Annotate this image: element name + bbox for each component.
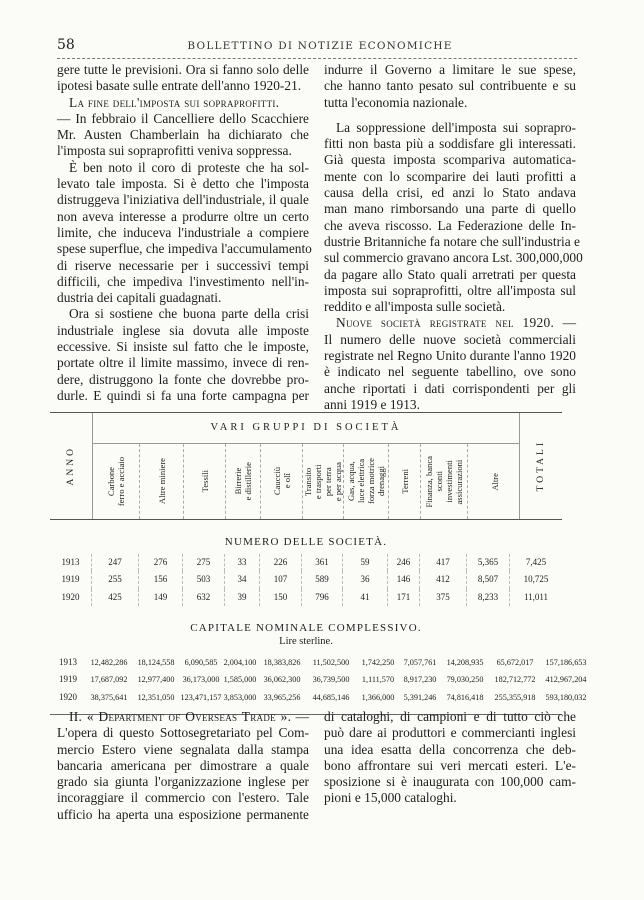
line-text: che hanno tanto pesato sul contribuente e su bbox=[324, 78, 576, 94]
group-column-header bbox=[389, 444, 421, 519]
text-line bbox=[324, 315, 576, 331]
value-cell: 247 bbox=[92, 554, 139, 571]
year-cell: 1920 bbox=[50, 589, 92, 606]
bottom-left-column bbox=[57, 709, 309, 823]
text-line bbox=[57, 274, 309, 290]
text-line bbox=[57, 95, 309, 111]
text-line bbox=[324, 218, 576, 234]
text-line bbox=[324, 62, 576, 78]
table-row bbox=[50, 589, 562, 606]
value-cell: 18,383,826 bbox=[263, 657, 301, 667]
group-column-label: Caucciù e olî bbox=[271, 467, 292, 496]
value-cell: 3,853,000 bbox=[223, 692, 257, 702]
group-column-label: Gas, acqua, luce elettrica forza motrice drenaggi bbox=[346, 458, 386, 505]
paragraph bbox=[57, 159, 312, 307]
text-line bbox=[57, 725, 309, 741]
capitale-unit: Lire sterline. bbox=[279, 635, 333, 647]
line-text: È ben noto il coro di proteste che ha sol- bbox=[69, 159, 309, 175]
section-heading: Nuove società registrate nel 1920. bbox=[336, 315, 555, 331]
section-heading: La fine dell'imposta sui sopraprofitti. bbox=[69, 94, 280, 110]
year-cell: 1920 bbox=[59, 691, 77, 702]
text-line bbox=[57, 258, 309, 274]
anno-header: ANNO bbox=[66, 446, 76, 486]
line-text: pioni e 15,000 cataloghi. bbox=[324, 790, 457, 806]
value-cell: 149 bbox=[139, 589, 183, 606]
text-line bbox=[324, 78, 576, 94]
group-column-header bbox=[344, 444, 389, 519]
value-cell: 1,585,000 bbox=[223, 675, 257, 685]
value-cell: 7,057,761 bbox=[403, 657, 437, 667]
text-line bbox=[57, 306, 309, 322]
text-line bbox=[324, 250, 583, 266]
line-text: sposizione si è inaugurata con 100,000 cam- bbox=[324, 774, 576, 790]
text-line bbox=[57, 790, 309, 806]
text-line bbox=[57, 176, 309, 192]
text-line bbox=[57, 62, 309, 78]
value-cell: 17,687,092 bbox=[90, 675, 128, 685]
value-cell: 41 bbox=[343, 589, 388, 606]
top-right-column bbox=[324, 62, 583, 413]
text-line bbox=[57, 339, 309, 355]
line-text: — bbox=[291, 709, 309, 724]
text-line bbox=[57, 209, 309, 225]
line-text: di riserve necessarie per i successivi tempi bbox=[57, 257, 309, 273]
header-rule bbox=[57, 58, 577, 59]
group-column-label: Altre miniere bbox=[156, 458, 167, 505]
line-text: sul commercio gravano ancora Lst. 300,000,000 bbox=[324, 250, 583, 266]
text-line bbox=[57, 78, 309, 94]
value-cell: 2,004,100 bbox=[223, 657, 257, 667]
line-text: Ora si sostiene che buona parte della crisi bbox=[69, 306, 309, 322]
line-text: bancaria americana per dimostrare a quale bbox=[57, 757, 309, 773]
value-cell: 1,111,570 bbox=[361, 675, 395, 685]
value-cell: 226 bbox=[260, 554, 302, 571]
text-line bbox=[324, 790, 576, 806]
line-text: causa della crisi, ed anzi lo Stato andava bbox=[324, 185, 576, 201]
text-line bbox=[324, 299, 576, 315]
table-header bbox=[50, 413, 562, 520]
total-cell: 412,967,204 bbox=[545, 675, 587, 685]
paragraph bbox=[57, 62, 309, 95]
value-cell: 74,816,418 bbox=[446, 692, 484, 702]
table-row bbox=[50, 554, 562, 571]
line-text: — In febbraio il Cancelliere dello Scacchiere bbox=[57, 110, 309, 126]
value-cell: 417 bbox=[420, 554, 467, 571]
line-text: anche riportati i dati corrispondenti per gli bbox=[324, 380, 576, 396]
value-cell: 8,233 bbox=[467, 589, 510, 606]
value-cell: 156 bbox=[139, 571, 183, 588]
value-cell: 5,391,246 bbox=[403, 692, 437, 702]
total-cell: 593,180,032 bbox=[545, 692, 587, 702]
group-column-label: Carbone ferro e acciaio bbox=[106, 456, 126, 507]
line-text: bono affrontare sui veri mercati esteri. L'e- bbox=[324, 757, 576, 773]
group-column-label: Birrerie e distillerie bbox=[233, 462, 253, 501]
line-text: da pagare allo Stato quali arretrati per questa bbox=[324, 266, 576, 282]
line-text: anni 1919 e 1913. bbox=[324, 396, 420, 412]
value-cell: 182,712,772 bbox=[494, 675, 536, 685]
paragraph bbox=[57, 306, 309, 404]
value-cell: 375 bbox=[420, 589, 467, 606]
text-line bbox=[324, 725, 576, 741]
value-cell: 123,471,157 bbox=[180, 692, 222, 702]
text-line bbox=[324, 381, 576, 397]
text-line bbox=[57, 127, 309, 143]
line-text: Già questa imposta scompariva automatica- bbox=[324, 152, 576, 168]
value-cell: 39 bbox=[225, 589, 260, 606]
line-text: non aveva interesse a produrre oltre un certo bbox=[57, 208, 309, 224]
text-line bbox=[57, 290, 309, 306]
text-line bbox=[324, 348, 576, 364]
text-line bbox=[324, 709, 576, 725]
group-columns bbox=[93, 444, 519, 519]
value-cell: 18,124,558 bbox=[137, 657, 175, 667]
value-cell: 255 bbox=[92, 571, 139, 588]
text-line bbox=[324, 397, 576, 413]
line-text: eccessive. Si insiste sul fatto che le imposte, bbox=[57, 339, 309, 355]
group-column-header bbox=[93, 444, 140, 519]
numero-title: NUMERO DELLE SOCIETÀ. bbox=[224, 536, 388, 548]
text-line bbox=[324, 136, 576, 152]
table-row bbox=[50, 671, 587, 689]
table-row bbox=[50, 571, 562, 588]
paragraph bbox=[324, 315, 576, 413]
line-text: registrate nel Regno Unito durante l'anno 1920 bbox=[324, 348, 576, 364]
value-cell: 275 bbox=[183, 554, 225, 571]
line-text: L'opera di questo Sottosegretariato pel Com- bbox=[57, 725, 309, 741]
text-line bbox=[324, 95, 576, 111]
text-line bbox=[57, 323, 309, 339]
text-line bbox=[57, 355, 309, 371]
line-text: imposta sui sopraprofitti, oltre all'imposta sul bbox=[324, 282, 576, 298]
value-cell: 246 bbox=[388, 554, 420, 571]
group-column-header bbox=[140, 444, 184, 519]
text-line bbox=[324, 364, 576, 380]
table-row bbox=[50, 689, 587, 707]
line-text: distruggeva l'iniziativa dell'industriale, il quale bbox=[57, 192, 309, 208]
capitale-title: CAPITALE NOMINALE COMPLESSIVO. bbox=[190, 621, 422, 634]
line-text: reddito e all'imposta sulle società. bbox=[324, 299, 506, 315]
value-cell: 44,685,146 bbox=[312, 692, 350, 702]
value-cell: 171 bbox=[388, 589, 420, 606]
group-column-label: Finanza, banca sconti investimenti assicurazioni bbox=[424, 455, 464, 508]
value-cell: 14,208,935 bbox=[446, 657, 484, 667]
text-line bbox=[57, 225, 309, 241]
total-cell: 7,425 bbox=[525, 557, 547, 567]
groups-title: VARI GRUPPI DI SOCIETÀ bbox=[93, 413, 519, 444]
group-column-label: Tessili bbox=[199, 470, 210, 493]
value-cell: 796 bbox=[302, 589, 343, 606]
top-left-column bbox=[57, 62, 312, 404]
line-text: difficili, che impediva l'investimento nell'in- bbox=[57, 273, 309, 289]
line-text: industriale inglese sia dovuta alle imposte bbox=[57, 322, 309, 338]
text-line bbox=[324, 185, 576, 201]
text-line bbox=[57, 388, 309, 404]
value-cell: 589 bbox=[302, 571, 343, 588]
group-column-header bbox=[226, 444, 261, 519]
value-cell: 1,742,250 bbox=[361, 657, 395, 667]
paragraph bbox=[57, 709, 309, 823]
value-cell: 8,917,230 bbox=[403, 675, 437, 685]
line-text: l'imposta sui sopraprofitti veniva soppressa. bbox=[57, 143, 292, 159]
line-text: dustria dei capitali guadagnati. bbox=[57, 290, 222, 306]
year-cell: 1919 bbox=[50, 571, 92, 588]
line-text: spese superflue, che impediva l'accumulamento bbox=[57, 241, 312, 257]
value-cell: 146 bbox=[388, 571, 420, 588]
line-text: che aveva riscosso. La Federazione delle In- bbox=[324, 217, 576, 233]
line-text: Mr. Austen Chamberlain ha dichiarato che bbox=[57, 127, 309, 143]
line-text: Il numero delle nuove società commerciali bbox=[324, 331, 576, 347]
text-line bbox=[324, 169, 576, 185]
page-number: 58 bbox=[57, 37, 75, 53]
value-cell: 36,739,500 bbox=[312, 675, 350, 685]
value-cell: 6,090,585 bbox=[184, 657, 218, 667]
line-text: portate oltre il limite massimo, invece di ren- bbox=[57, 355, 309, 371]
value-cell: 36,173,000 bbox=[182, 675, 220, 685]
text-line bbox=[324, 332, 576, 348]
line-text: mercio Estero viene segnalata dalla stampa bbox=[57, 741, 309, 757]
value-cell: 8,507 bbox=[467, 571, 510, 588]
text-line bbox=[57, 160, 309, 176]
line-text: fitti non basta più a soddisfare gli interessati. bbox=[324, 136, 576, 152]
paragraph bbox=[57, 95, 309, 160]
value-cell: 33,965,256 bbox=[263, 692, 301, 702]
group-column-header bbox=[421, 444, 468, 519]
group-column-header bbox=[184, 444, 226, 519]
text-line bbox=[324, 758, 576, 774]
line-text: durle. E quindi si fa una forte campagna per bbox=[57, 387, 309, 403]
section-heading: II. « Department of Overseas Trade ». bbox=[69, 709, 292, 724]
line-text: di cataloghi, di campioni e di tutto ciò che bbox=[324, 709, 576, 724]
line-text: una idea esatta della concorrenza che deb- bbox=[324, 741, 576, 757]
group-column-label: Transito e trasporti per terra e per acqua bbox=[303, 461, 343, 502]
value-cell: 503 bbox=[183, 571, 225, 588]
text-line bbox=[57, 192, 309, 208]
value-cell: 412 bbox=[420, 571, 467, 588]
paragraph bbox=[324, 111, 583, 316]
paragraph-gap bbox=[324, 111, 576, 120]
text-line bbox=[57, 774, 309, 790]
value-cell: 1,366,000 bbox=[361, 692, 395, 702]
paragraph bbox=[324, 62, 576, 111]
table-row bbox=[50, 654, 587, 672]
line-text: ufficio ha aperta una esposizione permanente bbox=[57, 806, 309, 822]
line-text: limite, che induceva l'industriale a compiere bbox=[57, 224, 309, 240]
value-cell: 12,482,286 bbox=[90, 657, 128, 667]
value-cell: 632 bbox=[183, 589, 225, 606]
value-cell: 59 bbox=[343, 554, 388, 571]
value-cell: 38,375,641 bbox=[90, 692, 128, 702]
value-cell: 150 bbox=[260, 589, 302, 606]
line-text: levato tale imposta. Si è detto che l'imposta bbox=[57, 176, 309, 192]
line-text: dustrie Britanniche fa notare che sull'industria e bbox=[324, 233, 581, 249]
line-text: indurre il Governo a limitare le sue spese, bbox=[324, 62, 576, 77]
text-line bbox=[57, 742, 309, 758]
line-text: La soppressione dell'imposta sui soprapro- bbox=[336, 119, 576, 135]
line-text: può dare ai produttori e commercianti inglesi bbox=[324, 725, 576, 741]
line-text: ipotesi basate sulle entrate dell'anno 1920-21. bbox=[57, 78, 302, 94]
text-line bbox=[324, 152, 576, 168]
year-cell: 1919 bbox=[59, 674, 77, 685]
total-cell: 157,186,653 bbox=[545, 657, 587, 667]
value-cell: 33 bbox=[225, 554, 260, 571]
line-text: grado sia giunta l'organizzazione inglese per bbox=[57, 774, 309, 790]
value-cell: 425 bbox=[92, 589, 139, 606]
group-column-header bbox=[468, 444, 521, 519]
text-line bbox=[57, 372, 309, 388]
value-cell: 107 bbox=[260, 571, 302, 588]
group-column-label: Terreni bbox=[399, 469, 410, 494]
numero-rows bbox=[50, 554, 562, 606]
line-text: dere, distruggono la fonte che dovrebbe pro- bbox=[57, 371, 309, 387]
value-cell: 36,062,300 bbox=[263, 675, 301, 685]
year-cell: 1913 bbox=[50, 554, 92, 571]
value-cell: 34 bbox=[225, 571, 260, 588]
line-text: è indicato nel seguente tabellino, ove sono bbox=[324, 364, 576, 380]
text-line bbox=[324, 120, 576, 136]
companies-table bbox=[50, 412, 587, 715]
running-title: BOLLETTINO DI NOTIZIE ECONOMICHE bbox=[187, 40, 453, 52]
year-cell: 1913 bbox=[59, 656, 77, 667]
value-cell: 276 bbox=[139, 554, 183, 571]
text-line bbox=[57, 807, 309, 823]
value-cell: 361 bbox=[302, 554, 343, 571]
text-line bbox=[57, 143, 309, 159]
totals-header: TOTALI bbox=[536, 440, 546, 492]
value-cell: 12,351,050 bbox=[137, 692, 175, 702]
value-cell: 65,672,017 bbox=[496, 657, 534, 667]
value-cell: 36 bbox=[343, 571, 388, 588]
text-line bbox=[324, 774, 576, 790]
text-line bbox=[324, 201, 576, 217]
line-text: mente con lo scomparire dei lauti profitti a bbox=[324, 168, 576, 184]
line-text: gere tutte le previsioni. Ora si fanno solo delle bbox=[57, 62, 309, 77]
text-line bbox=[324, 233, 581, 250]
capitale-rows bbox=[50, 654, 587, 707]
value-cell: 11,502,500 bbox=[312, 657, 350, 667]
line-text: man mano rimborsando una parte di quello bbox=[324, 201, 576, 217]
line-text: incoraggiare il commercio con l'estero. Tale bbox=[57, 790, 309, 806]
line-text: — bbox=[554, 315, 576, 331]
total-cell: 10,725 bbox=[523, 574, 549, 585]
value-cell: 12,977,400 bbox=[137, 675, 175, 685]
text-line bbox=[57, 111, 309, 127]
text-line bbox=[57, 758, 309, 774]
text-line bbox=[324, 742, 576, 758]
group-column-header bbox=[303, 444, 344, 519]
text-line bbox=[57, 241, 312, 257]
text-line bbox=[324, 283, 576, 299]
bottom-right-column bbox=[324, 709, 576, 807]
group-column-header bbox=[261, 444, 303, 519]
paragraph bbox=[324, 709, 576, 807]
value-cell: 79,030,250 bbox=[446, 675, 484, 685]
value-cell: 255,355,918 bbox=[494, 692, 536, 702]
value-cell: 5,365 bbox=[467, 554, 510, 571]
text-line bbox=[57, 709, 309, 725]
line-text: tutta l'economia nazionale. bbox=[324, 94, 468, 110]
total-cell: 11,011 bbox=[523, 591, 549, 602]
text-line bbox=[324, 267, 576, 283]
group-column-label: Altre bbox=[489, 472, 500, 491]
